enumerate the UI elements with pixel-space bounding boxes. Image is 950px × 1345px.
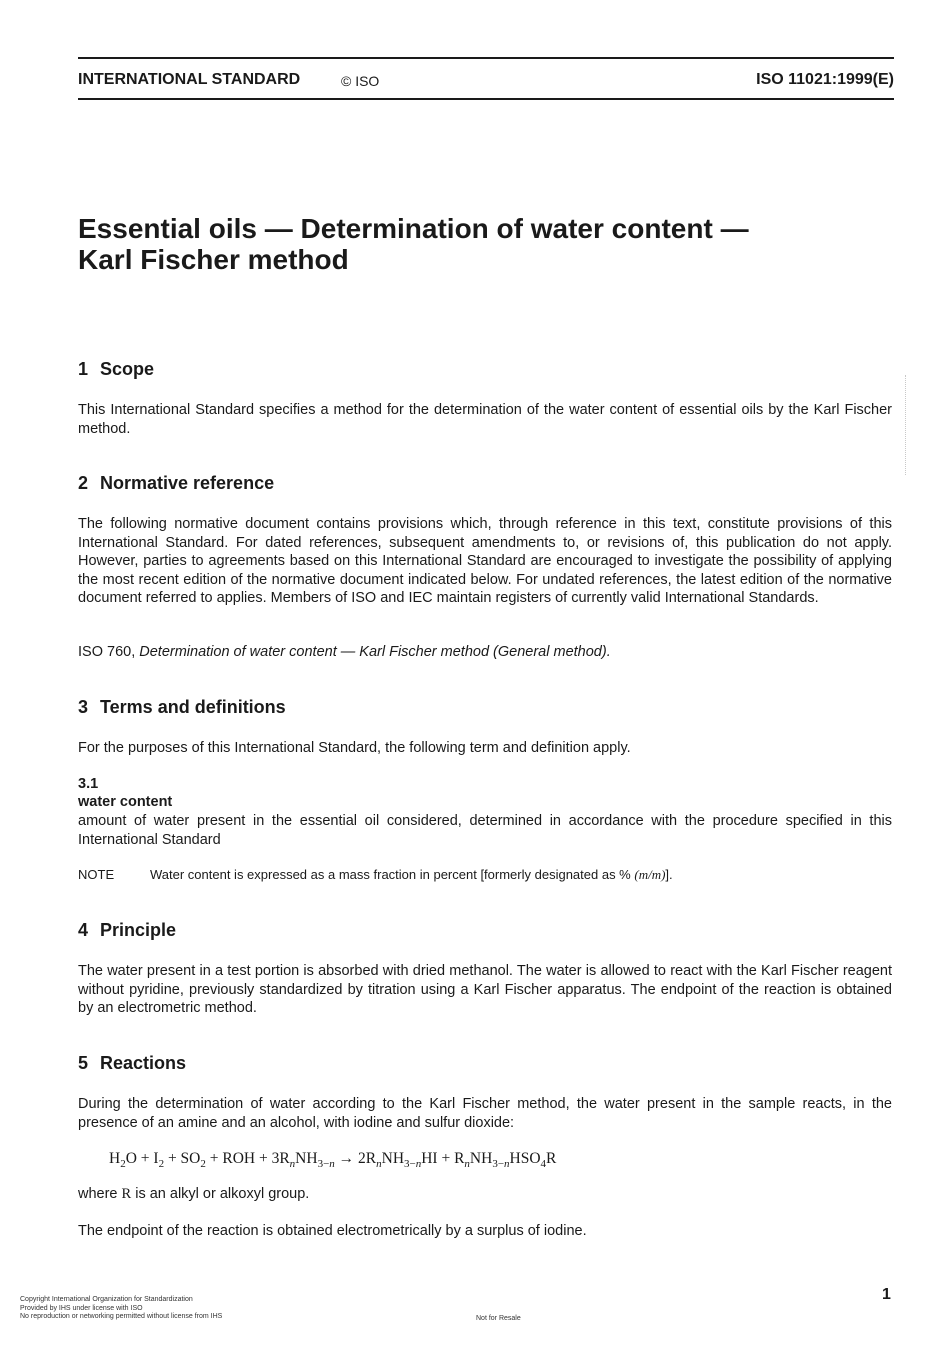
section-title: Terms and definitions xyxy=(100,697,286,717)
equation-right-side: $2R_nNH_{3-n}HI + R_nNH_{3-n}HSO_4R$ xyxy=(358,1150,557,1171)
term-definition: amount of water present in the essential oil considered, determined in accordance with the procedure specified in this International Standard xyxy=(78,813,892,848)
section-heading-reactions xyxy=(78,1053,186,1074)
section-number: 1 xyxy=(78,359,89,379)
reaction-arrow: → xyxy=(338,1150,355,1167)
terms-intro: For the purposes of this International Standard, the following term and definition apply. xyxy=(78,740,631,756)
header-top-rule xyxy=(78,57,894,59)
title-line-1: Essential oils — Determination of water content — xyxy=(78,213,749,244)
term-number: 3.1 xyxy=(78,776,99,792)
page-number: 1 xyxy=(882,1286,891,1303)
note-label: NOTE xyxy=(78,867,115,882)
normative-reference-entry xyxy=(78,643,892,662)
section-number: 2 xyxy=(78,473,89,493)
section-title: Principle xyxy=(100,920,177,940)
normative-paragraph: The following normative document contains provisions which, through reference in this text, constitute provisions of this International Standard. For dated references, subsequent amendments to, or revisions of, this publication do not apply. However, parties to agreements based on this International Standard are encouraged to investigate the possibility of applying the most recent edition of the normative document indicated below. For undated references, the latest edition of the normative document referred to applies. Members of ISO and IEC maintain registers of currently valid International Standards. xyxy=(78,516,892,606)
reference-title: Determination of water content — Karl Fischer method (General method). xyxy=(139,644,611,660)
header-standard-label: INTERNATIONAL STANDARD xyxy=(78,71,301,88)
equation-left-side: $H_2O + I_2 + SO_2$ + ROH + $3R_nNH_{3-n}$ xyxy=(109,1150,335,1171)
section-heading-principle xyxy=(78,920,176,941)
section-title: Scope xyxy=(100,359,155,379)
header-bottom-rule xyxy=(78,98,894,100)
section-title: Reactions xyxy=(100,1053,187,1073)
scope-paragraph: This International Standard specifies a method for the determination of the water content of essential oils by the Karl Fischer method. xyxy=(78,402,892,437)
section-heading-normative-reference xyxy=(78,473,274,494)
reactions-paragraph: During the determination of water according to the Karl Fischer method, the water present in the sample reacts, in the presence of an amine and an alcohol, with iodine and sulfur dioxide: xyxy=(78,1096,892,1131)
copyright-footer xyxy=(20,1296,222,1322)
endpoint-paragraph: The endpoint of the reaction is obtained electrometrically by a surplus of iodine. xyxy=(78,1223,587,1239)
header-document-number: ISO 11021:1999(E) xyxy=(756,71,894,88)
where-clause xyxy=(78,1185,892,1204)
title-line-2: Karl Fischer method xyxy=(78,244,349,275)
margin-marks xyxy=(905,375,909,475)
section-heading-terms xyxy=(78,697,286,718)
note-end: ]. xyxy=(665,867,673,882)
reference-code: ISO 760, xyxy=(78,644,136,660)
section-number: 3 xyxy=(78,697,89,717)
where-symbol: R xyxy=(121,1186,132,1202)
section-title: Normative reference xyxy=(100,473,275,493)
footer-line-2: Provided by IHS under license with ISO xyxy=(20,1304,143,1312)
section-number: 4 xyxy=(78,920,89,940)
reaction-equation xyxy=(109,1150,556,1170)
where-suffix: is an alkyl or alkoxyl group. xyxy=(135,1186,310,1202)
footer-line-3: No reproduction or networking permitted without license from IHS xyxy=(20,1313,223,1320)
section-number: 5 xyxy=(78,1053,89,1073)
footer-line-1: Copyright International Organization for Standardization xyxy=(20,1296,193,1303)
page-title xyxy=(78,213,749,275)
terms-note xyxy=(78,867,673,883)
not-for-resale-notice: Not for Resale xyxy=(476,1315,521,1322)
term-name: water content xyxy=(78,794,173,810)
header-copyright: © ISO xyxy=(341,73,380,89)
note-text: Water content is expressed as a mass fraction in percent [formerly designated as % xyxy=(150,867,631,882)
where-prefix: where xyxy=(78,1186,118,1202)
section-heading-scope xyxy=(78,359,154,380)
note-unit: (m/m) xyxy=(634,867,666,882)
principle-paragraph: The water present in a test portion is absorbed with dried methanol. The water is allowed to react with the Karl Fischer reagent without pyridine, previously standardized by titration using a Karl Fischer apparatus. The endpoint of the reaction is obtained by an electrometric method. xyxy=(78,963,892,1016)
